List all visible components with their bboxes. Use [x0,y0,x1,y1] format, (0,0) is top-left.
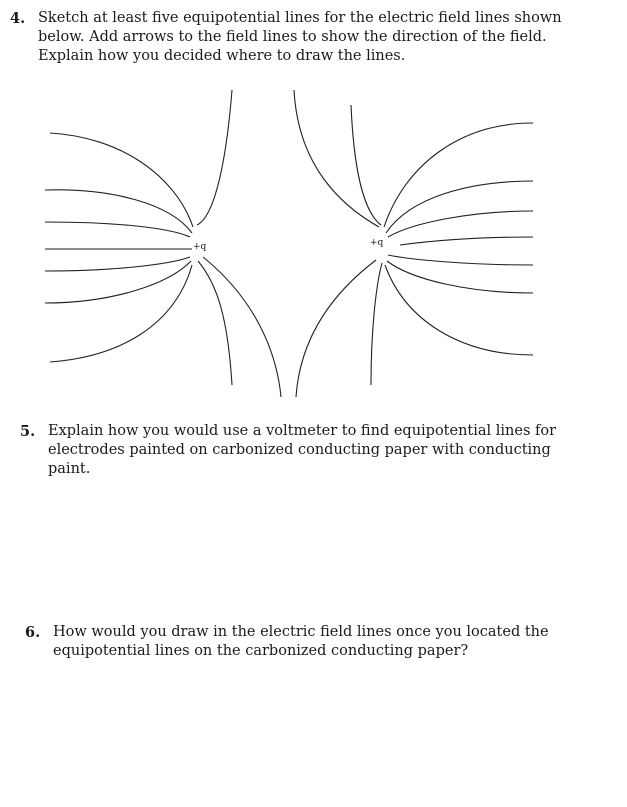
right-charge-field-lines [294,90,533,397]
field-line [388,211,533,237]
electric-field-diagram [0,85,627,405]
question-5-text: Explain how you would use a voltmeter to find equipotential lines for electrodes painted on carbonized conducting paper with conducting paint. [48,423,557,477]
field-line [45,190,192,233]
question-5-number: 5. [20,423,36,440]
question-6-text: How would you draw in the electric field lines once you located the equipotential lines on the carbonized conducting paper? [53,624,549,659]
field-line [371,263,382,385]
field-line [50,133,193,227]
field-line [351,105,381,225]
question-4-number: 4. [10,10,26,27]
field-line [45,257,190,271]
field-line [386,181,533,233]
left-charge-field-lines [45,90,281,397]
field-line [45,261,191,303]
field-line [387,261,533,293]
question-4-text: Sketch at least five equipotential lines for the electric field lines shown below. Add arrows to the field lines to show the direction of the field. Explain how you decided where to draw the lines. [38,10,562,64]
field-line [385,265,533,355]
right-charge-label: +q [370,238,384,248]
question-6-number: 6. [25,624,41,641]
field-line [203,257,281,397]
field-line [50,265,192,362]
field-line [45,222,190,237]
field-line [296,260,376,397]
left-charge-label: +q [193,242,207,252]
field-line [388,255,533,265]
field-line [294,90,379,227]
field-line [197,90,232,225]
field-line [400,237,533,245]
